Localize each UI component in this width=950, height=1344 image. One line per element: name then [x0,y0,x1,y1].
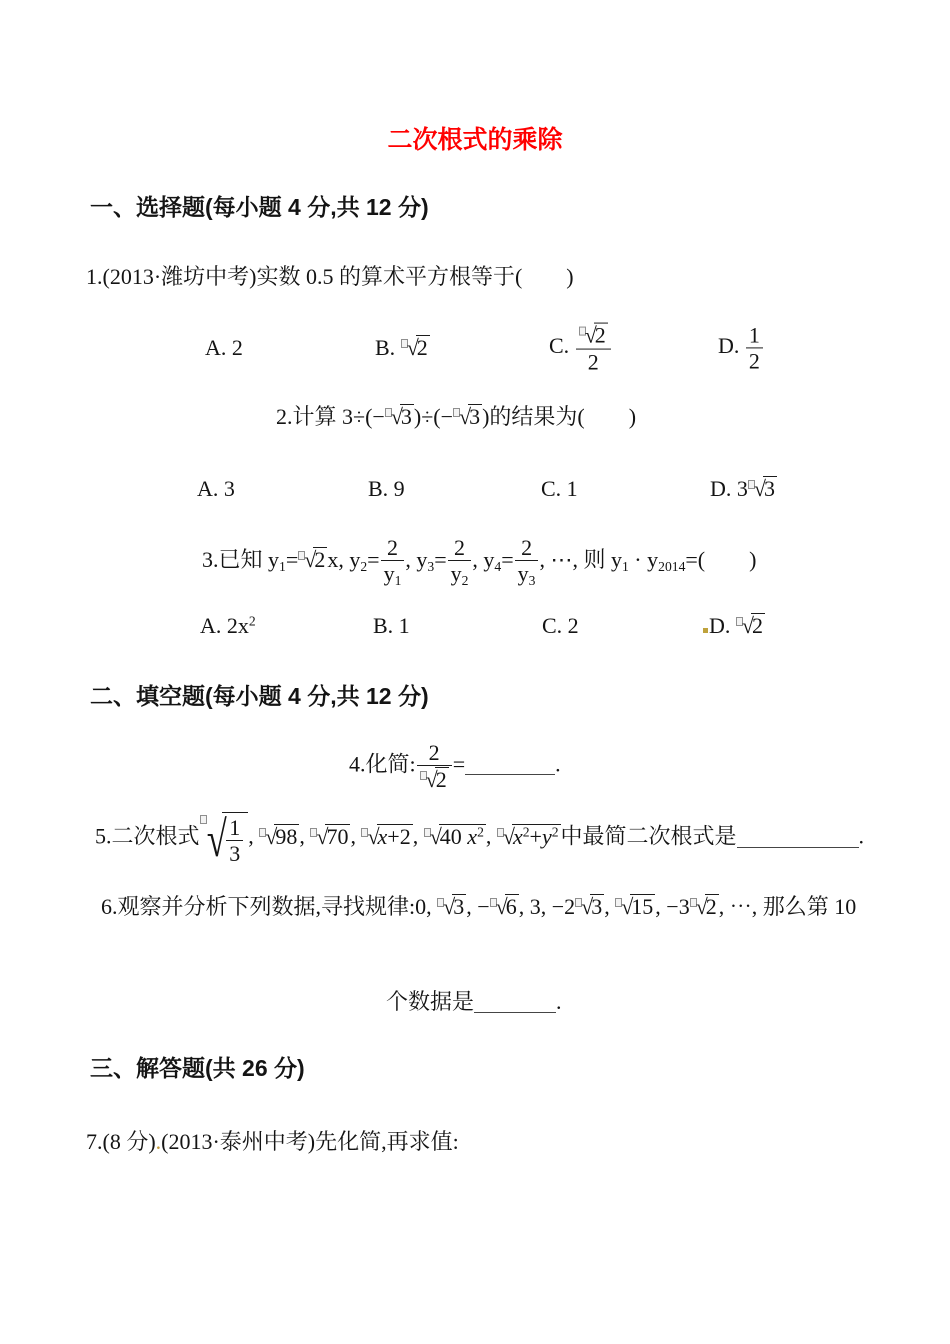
fraction-denominator [515,560,539,588]
radical-vinculum [594,323,608,348]
answer-blank-line [737,842,859,848]
radical [424,824,486,849]
radical-vinculum [468,404,482,429]
question-2-options [0,471,950,507]
radical [385,404,414,429]
text-run: =( ) [685,547,757,573]
fraction-denominator [417,765,452,792]
text-run: , − [466,894,490,919]
radical [615,894,655,919]
radical-vinculum [705,894,719,919]
question-6-line-2 [386,988,562,1017]
superscript: 2 [248,613,256,629]
text-run: 3 [229,841,241,867]
subscript: 1 [621,558,629,574]
text-run: 4.化简: [349,751,416,777]
answer-blank-line [474,1007,556,1013]
superscript: 2 [477,824,484,840]
radical-vinculum [439,824,486,849]
text-run: (2013·泰州中考)先化简,再求值: [161,1129,459,1154]
text-run: , 3, −2 [518,894,576,919]
text-run: . [858,823,865,849]
radical-sign-icon: √ [695,894,707,919]
radical-sign-icon: √ [304,547,316,573]
subscript: 4 [494,558,502,574]
option-1c [549,323,612,374]
text-run: 40 [439,823,468,849]
radical-sign-icon: √ [206,810,226,867]
text-run: 2 [748,348,760,374]
radical [259,824,299,849]
radical [200,812,249,865]
text-run: 2 [521,535,533,560]
radical-vinculum [274,824,299,849]
fraction-numerator [417,741,452,765]
radical [401,335,430,360]
radical [490,894,519,919]
radical-vinculum [452,894,466,919]
text-run: 1.(2013·潍坊中考)实数 0.5 的算术平方根等于( ) [86,264,574,289]
text-run: , [248,823,260,849]
text-run: , [412,823,424,849]
text-run: +2 [387,823,411,849]
radical-sign-icon: √ [584,322,596,348]
radical-vinculum [377,824,413,849]
text-run: 2 [428,740,440,765]
text-run: , [485,823,497,849]
text-run: B. [375,335,401,360]
radical [748,476,777,501]
radical-sign-icon: √ [753,476,765,501]
subscript: 2 [360,558,368,574]
option-2b [368,476,405,502]
question-2 [276,403,636,432]
text-run: , [350,823,362,849]
subscript: 1 [279,558,286,574]
option-1b [375,335,430,361]
radical [575,894,604,919]
fraction-denominator [576,348,611,373]
radical-sign-icon: √ [502,823,514,849]
text-run: 2 [705,894,717,919]
text-run: 3.已知 y [202,547,280,573]
fraction-numerator [746,323,763,347]
text-run: , −3 [655,894,690,919]
radical-sign-icon: √ [443,894,455,919]
question-6-line-1 [101,893,856,922]
section-heading-solution: 三、解答题(共 26 分) [90,1055,305,1081]
fraction [417,741,452,792]
radical-vinculum [630,894,655,919]
radical [437,894,466,919]
text-run: )的结果为( ) [482,404,637,429]
text-run: 6 [505,894,517,919]
option-2a [197,476,235,502]
radical-sign-icon: √ [741,613,753,638]
text-run: 3 [763,476,775,501]
question-1-options [0,314,950,382]
radical-sign-icon: √ [459,404,471,429]
option-3b [373,613,410,639]
question-1 [86,263,574,292]
variable: x [467,823,478,849]
option-2c [541,476,578,502]
text-run: 2 [386,535,398,560]
fraction [381,536,405,588]
text-run: y [450,561,462,587]
page-title: 二次根式的乘除 [387,126,563,154]
question-3-options [0,608,950,644]
section-heading-choice: 一、选择题(每小题 4 分,共 12 分) [90,194,429,220]
radical-vinculum [505,894,519,919]
fraction-numerator [226,816,243,840]
text-run: C. [549,333,575,359]
text-run: )÷(− [413,404,454,429]
text-run: y [383,561,395,587]
radical-vinculum [325,824,350,849]
text-run: 3 [591,894,603,919]
radical [736,613,765,638]
text-run: 中最简二次根式是 [560,823,737,849]
radical [420,767,449,792]
text-run: C. 2 [542,613,579,638]
text-run: = [501,547,514,573]
radical-vinculum [435,767,449,792]
subscript: 1 [394,572,402,588]
stray-mark [703,628,708,633]
text-run: . [556,989,562,1014]
text-run: x, y [327,547,361,573]
text-run: 2 [435,767,447,793]
text-run: B. 1 [373,613,410,638]
missing-glyph-box-icon [200,815,207,824]
text-run: A. 3 [197,476,235,501]
text-run: , y [405,547,428,573]
text-run: 98 [275,823,298,849]
radical-vinculum [512,824,561,849]
text-run: = [285,547,299,573]
text-run: 2 [454,535,466,560]
text-run: D. [718,333,745,359]
text-run: . [155,1129,162,1154]
text-run: 6.观察并分析下列数据,寻找规律:0, [101,894,438,919]
text-run: , ⋯, 那么第 10 [718,894,857,919]
radical-sign-icon: √ [425,767,437,793]
variable: x [512,823,523,849]
radical [579,323,608,348]
text-run: . [555,751,561,777]
fraction [226,816,243,865]
option-2d [710,476,777,502]
radical-vinculum [590,894,604,919]
text-run: 5.二次根式 [95,823,200,849]
fraction-denominator [381,560,405,588]
text-run: D. [709,613,736,638]
radical-sign-icon: √ [429,823,441,849]
radical-vinculum [313,547,327,572]
fraction [746,323,763,372]
radical-sign-icon: √ [316,823,328,849]
answer-blank-line [465,769,555,775]
fraction-denominator [226,840,243,865]
radical-sign-icon: √ [406,335,418,360]
fraction [576,323,611,374]
text-run: 2 [587,349,599,375]
radical-vinculum [416,335,430,360]
subscript: 2 [461,572,469,588]
text-run: = [434,547,447,573]
text-run: 1 [748,322,760,348]
option-1a [205,335,243,361]
section-heading-fill-blank: 二、填空题(每小题 4 分,共 12 分) [90,683,429,709]
superscript: 2 [551,824,559,840]
text-run: C. 1 [541,476,578,501]
radical [453,404,482,429]
fraction-denominator [746,348,763,373]
radical-sign-icon: √ [265,823,277,849]
text-run: 3 [453,894,465,919]
radical-sign-icon: √ [621,894,633,919]
radical-sign-icon: √ [367,823,379,849]
superscript: 2 [522,824,530,840]
fraction-numerator [448,536,472,560]
text-run: 2 [751,613,763,638]
text-run: 70 [326,823,349,849]
text-run: · y [628,547,659,573]
option-3a [200,613,256,639]
question-5 [95,812,864,865]
option-3d [703,613,765,639]
text-run: , [604,894,616,919]
option-1d [718,323,764,372]
radical [298,547,327,572]
text-run: 2.计算 3÷(− [276,404,385,429]
text-run: , [299,823,311,849]
radical-vinculum [400,404,414,429]
text-run: 3 [400,404,412,429]
variable: y [541,823,552,849]
fraction [448,536,472,588]
text-run: 个数据是 [386,989,475,1014]
text-run: 7.(8 分) [86,1129,156,1154]
radical-sign-icon: √ [581,894,593,919]
question-3 [202,536,756,588]
text-run: = [367,547,380,573]
question-4 [349,741,561,792]
text-run: A. 2x [200,613,249,638]
text-run: + [529,823,542,849]
text-run: 3 [469,404,481,429]
text-run: 2 [416,335,428,360]
radical-sign-icon: √ [495,894,507,919]
radical [310,824,350,849]
fraction-numerator [576,323,611,349]
option-3c [542,613,579,639]
text-run: 2 [594,322,606,348]
text-run: 15 [631,894,654,919]
fraction-denominator [448,560,472,588]
text-run: B. 9 [368,476,405,501]
radical [361,824,412,849]
text-run: 2 [314,547,326,573]
question-7 [86,1128,459,1157]
subscript: 3 [528,572,536,588]
subscript: 2014 [658,558,686,574]
text-run: , ⋯, 则 y [539,547,622,573]
radical-sign-icon: √ [390,404,402,429]
fraction-numerator [381,536,405,560]
text-run: D. 3 [710,476,748,501]
text-run: y [517,561,529,587]
radical [497,824,561,849]
text-run: 1 [229,815,241,840]
subscript: 3 [427,558,435,574]
radical-vinculum [763,476,777,501]
radical-vinculum [751,613,765,638]
variable: x [377,823,388,849]
radical [690,894,719,919]
text-run: , y [472,547,495,573]
fraction-numerator [515,536,539,560]
text-run: = [452,751,466,777]
text-run: A. 2 [205,335,243,360]
fraction [515,536,539,588]
